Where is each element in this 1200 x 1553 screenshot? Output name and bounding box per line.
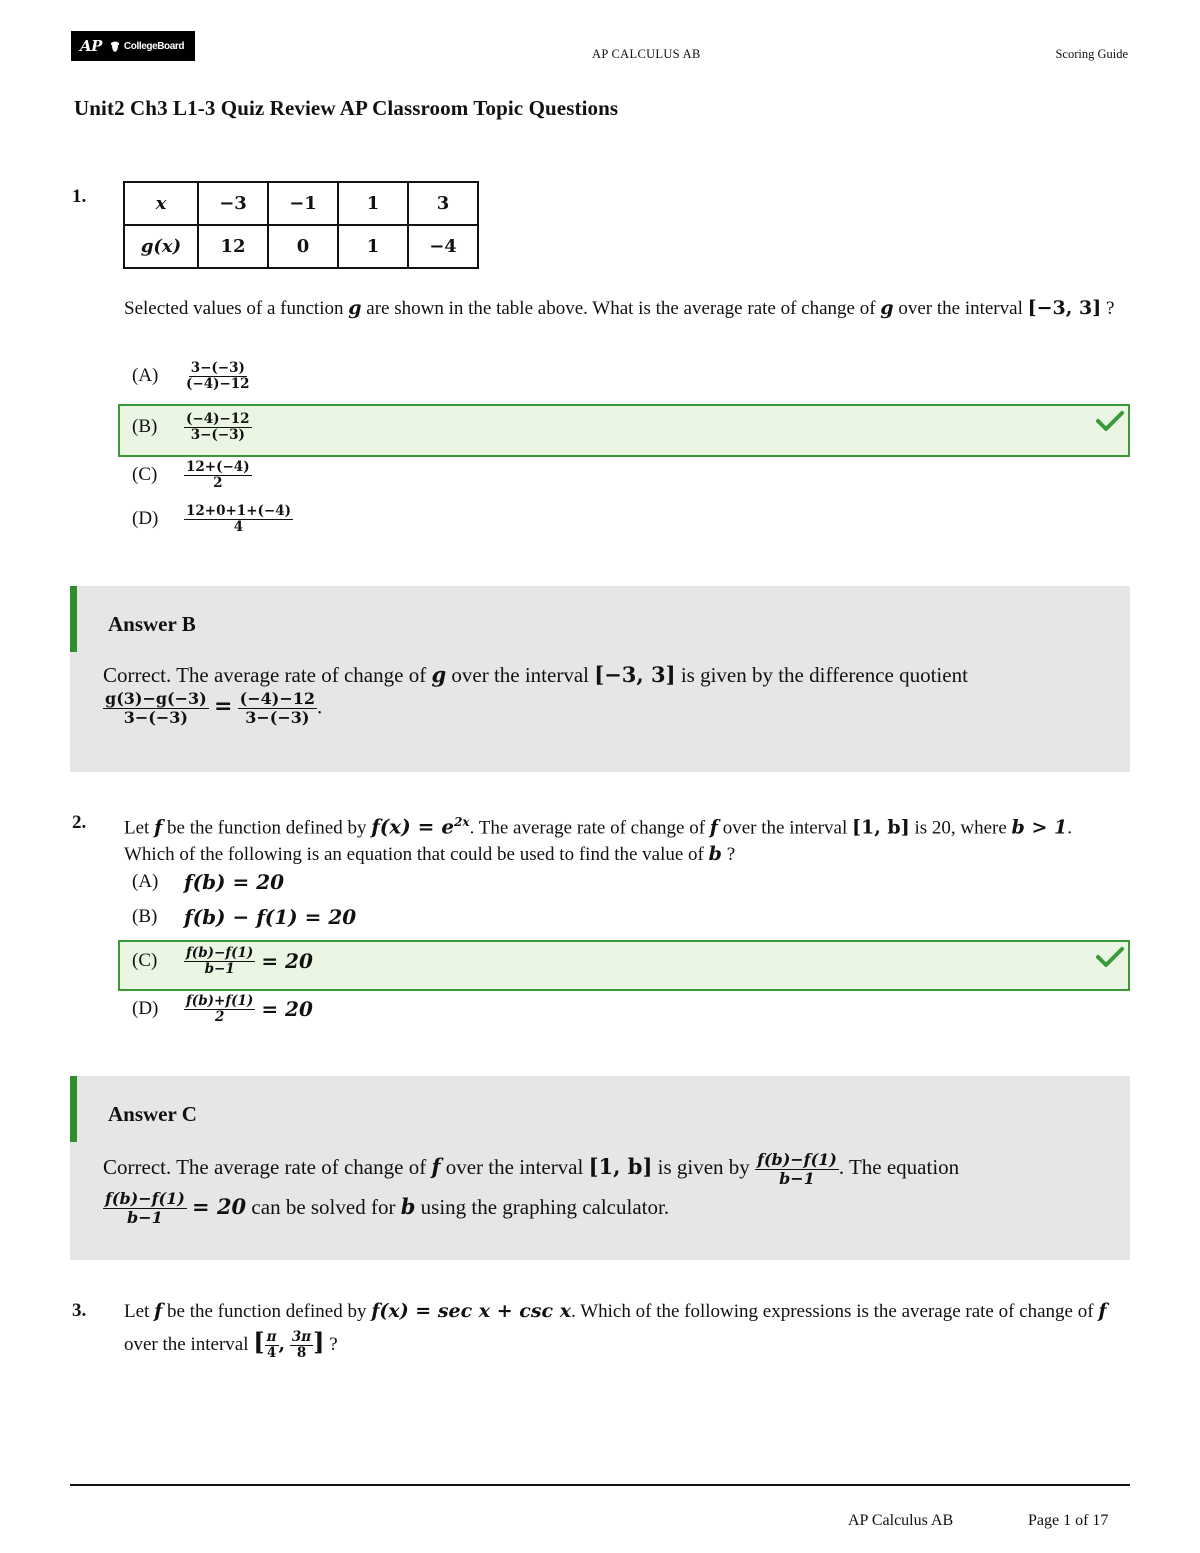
fraction-numerator: g(3)−g(−3) xyxy=(105,689,207,708)
answer-text: over the interval xyxy=(445,1155,584,1179)
option-letter: (C) xyxy=(132,950,158,971)
math-symbol: b xyxy=(400,1193,416,1219)
prompt-text: over the interval xyxy=(722,817,848,839)
footer-divider xyxy=(70,1484,1130,1486)
q1-option-b[interactable] xyxy=(132,407,252,447)
option-fraction xyxy=(184,361,252,392)
math-symbol: f xyxy=(154,816,163,839)
answer-text: using the graphing calculator. xyxy=(420,1194,670,1219)
answer-accent-bar xyxy=(70,586,77,652)
prompt-text: . Which of the following expressions is the average rate of change of xyxy=(571,1301,1094,1322)
footer-course: AP Calculus AB xyxy=(848,1512,954,1529)
check-icon xyxy=(1096,946,1124,968)
page-title: Unit2 Ch3 L1-3 Quiz Review AP Classroom Topic Questions xyxy=(74,96,619,120)
math-interval: [−3, 3] xyxy=(1027,297,1102,319)
q2-answer-panel xyxy=(70,1076,1130,1260)
prompt-text: over the interval xyxy=(898,298,1023,319)
option-letter: (B) xyxy=(132,416,158,437)
option-fraction xyxy=(184,412,252,443)
fraction-numerator: f(b)−f(1) xyxy=(105,1189,185,1209)
q2-option-d[interactable] xyxy=(132,989,313,1029)
prompt-text: ? xyxy=(329,1334,338,1355)
q1-answer-panel xyxy=(70,586,1130,772)
prompt-text: are shown in the table above. What is the average rate of change of xyxy=(366,298,876,319)
question-2-number: 2. xyxy=(72,812,87,833)
math-symbol: f xyxy=(1098,1300,1107,1322)
answer-fraction xyxy=(103,690,209,727)
table-cell: 1 xyxy=(338,225,408,268)
math-symbol: b xyxy=(708,843,722,866)
fraction-numerator: 12+0+1+(−4) xyxy=(186,502,291,519)
table-cell: g(x) xyxy=(124,225,198,268)
math-symbol: g xyxy=(880,297,894,319)
footer-page-number: Page 1 of 17 xyxy=(1028,1512,1109,1529)
answer-text: can be solved for xyxy=(251,1194,396,1219)
table-cell: x xyxy=(124,182,198,225)
fraction-denominator: (−4)−12 xyxy=(186,375,250,392)
header-course: AP CALCULUS AB xyxy=(592,47,701,61)
answer-explanation xyxy=(103,1148,1103,1227)
math-bracket: ] xyxy=(313,1327,325,1356)
q1-option-d[interactable] xyxy=(132,499,293,539)
option-fraction xyxy=(184,460,252,491)
table-cell: 1 xyxy=(338,182,408,225)
prompt-text: Selected values of a function xyxy=(124,298,344,319)
fraction-numerator: f(b)−f(1) xyxy=(757,1149,837,1169)
prompt-text: be the function defined by xyxy=(167,1301,367,1322)
math-expression: f(x) = sec x + csc x xyxy=(371,1300,572,1322)
fraction-denominator: 3−(−3) xyxy=(123,708,188,727)
fraction-numerator: π xyxy=(266,1329,277,1346)
table-cell: 0 xyxy=(268,225,338,268)
table-row xyxy=(124,182,478,225)
answer-fraction xyxy=(755,1151,839,1188)
fraction-numerator: f(b)+f(1) xyxy=(186,992,254,1009)
option-letter: (D) xyxy=(132,998,159,1019)
option-fraction xyxy=(184,994,255,1025)
values-table xyxy=(123,181,479,269)
math-comma: , xyxy=(278,1333,286,1355)
option-expression: f(b) − f(1) = 20 xyxy=(184,905,357,929)
math-interval: [1, b] xyxy=(851,816,910,839)
fraction-denominator: 3−(−3) xyxy=(245,708,310,727)
option-letter: (A) xyxy=(132,871,159,892)
prompt-text: Let xyxy=(124,1301,150,1322)
table-cell: −3 xyxy=(198,182,268,225)
interval-lower-fraction xyxy=(265,1330,279,1361)
option-fraction xyxy=(184,504,293,535)
answer-text: . The equation xyxy=(838,1155,960,1179)
table-cell: −4 xyxy=(408,225,478,268)
math-rhs: = 20 xyxy=(192,1193,247,1219)
table-cell: 12 xyxy=(198,225,268,268)
math-symbol: g xyxy=(431,662,447,687)
question-2-prompt xyxy=(124,809,1124,868)
answer-text: Correct. The average rate of change of xyxy=(103,1155,427,1179)
q2-option-b[interactable] xyxy=(132,897,356,937)
option-letter: (B) xyxy=(132,906,158,927)
answer-accent-bar xyxy=(70,1076,77,1142)
option-letter: (D) xyxy=(132,508,159,529)
prompt-text: . Which of the following is an equation that could be used to find the value of xyxy=(124,817,1072,866)
fraction-denominator: 4 xyxy=(266,1345,277,1362)
math-interval: [−3, 3] xyxy=(594,662,676,687)
fraction-numerator: 12+(−4) xyxy=(186,458,250,475)
answer-explanation xyxy=(103,660,1103,727)
answer-text: is given by the difference quotient xyxy=(680,663,968,687)
table-row xyxy=(124,225,478,268)
fraction-denominator: b−1 xyxy=(204,960,235,977)
answer-text: . xyxy=(317,694,323,719)
answer-text: over the interval xyxy=(451,663,589,687)
option-letter: (A) xyxy=(132,365,159,386)
table-cell: 3 xyxy=(408,182,478,225)
math-expression: b > 1 xyxy=(1011,816,1068,839)
option-letter: (C) xyxy=(132,464,158,485)
prompt-text: ? xyxy=(726,844,736,866)
option-fraction xyxy=(184,946,255,977)
fraction-numerator: 3π xyxy=(291,1329,312,1346)
math-exponent: 2x xyxy=(454,815,470,829)
q2-option-c[interactable] xyxy=(132,941,313,981)
answer-text: Correct. The average rate of change of xyxy=(103,663,427,687)
table-cell: −1 xyxy=(268,182,338,225)
logo-ap-text: AP xyxy=(80,37,102,55)
question-3-prompt xyxy=(124,1296,1124,1361)
fraction-denominator: 4 xyxy=(233,518,244,535)
math-symbol: g xyxy=(348,297,362,319)
logo-brand-text: CollegeBoard xyxy=(123,40,185,52)
fraction-denominator: 8 xyxy=(296,1345,307,1362)
fraction-numerator: f(b)−f(1) xyxy=(186,944,254,961)
fraction-denominator: 2 xyxy=(214,1008,225,1025)
answer-title: Answer C xyxy=(108,1102,197,1126)
ap-college-board-logo xyxy=(71,31,195,61)
prompt-text: . The average rate of change of xyxy=(469,817,706,839)
q2-option-a[interactable] xyxy=(132,862,284,902)
question-3-number: 3. xyxy=(72,1300,87,1321)
math-interval: [1, b] xyxy=(588,1154,653,1179)
q1-option-a[interactable] xyxy=(132,356,252,396)
answer-title: Answer B xyxy=(108,612,196,636)
prompt-text: ? xyxy=(1105,298,1115,319)
math-symbol: f xyxy=(154,1300,163,1322)
fraction-denominator: 2 xyxy=(213,474,223,491)
fraction-denominator: 3−(−3) xyxy=(190,426,245,443)
check-icon xyxy=(1096,410,1124,432)
answer-fraction xyxy=(238,690,317,727)
q1-option-c[interactable] xyxy=(132,455,252,495)
interval-upper-fraction xyxy=(290,1330,313,1361)
fraction-numerator: (−4)−12 xyxy=(186,410,250,427)
prompt-text: is 20, where xyxy=(914,817,1007,839)
prompt-text: Let xyxy=(124,817,150,839)
fraction-numerator: (−4)−12 xyxy=(239,689,316,708)
header-scoring-guide: Scoring Guide xyxy=(1055,47,1128,61)
question-1-prompt xyxy=(124,296,1124,321)
acorn-icon xyxy=(110,40,120,52)
answer-text: is given by xyxy=(657,1155,750,1179)
math-symbol: f xyxy=(431,1154,441,1179)
fraction-denominator: b−1 xyxy=(779,1168,815,1188)
math-expression: f(x) = e xyxy=(371,814,455,839)
prompt-text: be the function defined by xyxy=(167,817,367,839)
option-rhs: = 20 xyxy=(261,997,313,1021)
option-expression: f(b) = 20 xyxy=(184,870,285,894)
fraction-denominator: b−1 xyxy=(127,1208,163,1228)
math-equals: = xyxy=(213,693,233,720)
question-1-number: 1. xyxy=(72,186,87,207)
prompt-text: over the interval xyxy=(124,1334,249,1355)
fraction-numerator: 3−(−3) xyxy=(190,359,245,376)
math-bracket: [ xyxy=(253,1327,265,1356)
q1-correct-highlight xyxy=(118,404,1130,457)
option-rhs: = 20 xyxy=(261,949,313,973)
answer-fraction xyxy=(103,1190,187,1227)
math-symbol: f xyxy=(709,816,718,839)
